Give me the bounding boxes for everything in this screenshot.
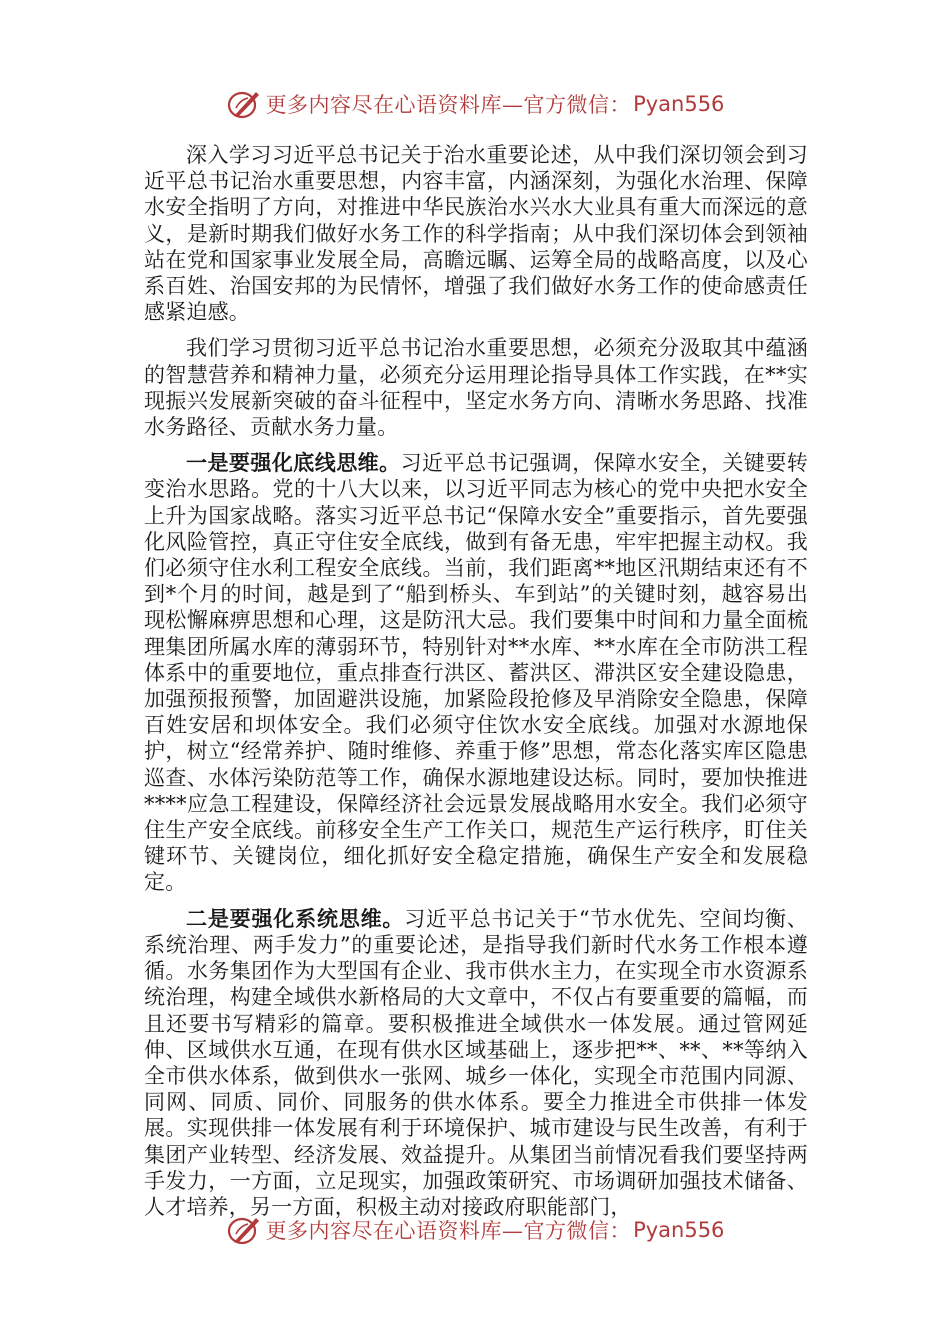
- banner-text: 更多内容尽在心语资料库—官方微信：: [265, 93, 632, 117]
- quill-circle-logo-icon: [226, 86, 264, 122]
- paragraph-text: 深入学习习近平总书记关于治水重要论述，从中我们深切领会到习近平总书记治水重要思想，内容丰富，内涵深刻，为强化水治理、保障水安全指明了方向，对推进中华民族治水兴水大业具有重大而深远的意义，是新时期我们做好水务工作的科学指南；从中我们深切体会到领袖站在党和国家事业发展全局，高瞻远瞩、运筹全局的战略高度，以及心系百姓、治国安邦的为民情怀，增强了我们做好水务工作的使命感责任感紧迫感。: [144, 143, 808, 325]
- paragraph-text: 习近平总书记强调，保障水安全，关键要转变治水思路。党的十八大以来，以习近平同志为核心的党中央把水安全上升为国家战略。落实习近平总书记“保障水安全”重要指示，首先要强化风险管控，真正守住安全底线，做到有备无患，牢牢把握主动权。我们必须守住水利工程安全底线。当前，我们距离**地区汛期结束还有不到*个月的时间，越是到了“船到桥头、车到站”的关键时刻，越容易出现松懈麻痹思想和心理，这是防汛大忌。我们要集中时间和力量全面梳理集团所属水库的薄弱环节，特别针对**水库、**水库在全市防洪工程体系中的重要地位，重点排查行洪区、蓄洪区、滞洪区安全建设隐患，加强预报预警，加固避洪设施，加紧险段抢修及早消除安全隐患，保障百姓安居和坝体安全。我们必须守住饮水安全底线。加强对水源地保护，树立“经常养护、随时维修、养重于修”思想，常态化落实库区隐患巡查、水体污染防范等工作，确保水源地建设达标。同时，要加快推进****应急工程建设，保障经济社会远景发展战略用水安全。我们必须守住生产安全底线。前移安全生产工作关口，规范生产运行秩序，盯住关键环节、关键岗位，细化抓好安全稳定措施，确保生产安全和发展稳定。: [144, 451, 808, 895]
- document-body: [144, 142, 808, 1230]
- paragraph-1: [144, 142, 808, 325]
- paragraph-3: [144, 450, 808, 895]
- paragraph-4: [144, 906, 808, 1220]
- banner-text: 更多内容尽在心语资料库—官方微信：: [265, 1219, 632, 1243]
- paragraph-2: [144, 335, 808, 440]
- header-banner: [0, 84, 950, 124]
- quill-circle-logo-icon: [226, 1212, 264, 1248]
- footer-banner: [0, 1210, 950, 1250]
- paragraph-text: 习近平总书记关于“节水优先、空间均衡、系统治理、两手发力”的重要论述，是指导我们新时代水务工作根本遵循。水务集团作为大型国有企业、我市供水主力，在实现全市水资源系统治理，构建全域供水新格局的大文章中，不仅占有要重要的篇幅，而且还要书写精彩的篇章。要积极推进全域供水一体发展。通过管网延伸、区域供水互通，在现有供水区域基础上，逐步把**、**、**等纳入全市供水体系，做到供水一张网、城乡一体化，实现全市范围内同源、同网、同质、同价、同服务的供水体系。要全力推进全市供排一体发展。实现供排一体发展有利于环境保护、城市建设与民生改善，有利于集团产业转型、经济发展、效益提升。从集团当前情况看我们要坚持两手发力，一方面，立足现实，加强政策研究、市场调研加强技术储备、人才培养，另一方面，积极主动对接政府职能部门，: [144, 906, 808, 1219]
- banner-brand: Pyan556: [633, 1218, 725, 1242]
- paragraph-lead: 二是要强化系统思维。: [186, 905, 405, 931]
- paragraph-text: 我们学习贯彻习近平总书记治水重要思想，必须充分汲取其中蕴涵的智慧营养和精神力量，必须充分运用理论指导具体工作实践，在**实现振兴发展新突破的奋斗征程中，坚定水务方向、清晰水务思路、找准水务路径、贡献水务力量。: [144, 336, 808, 440]
- paragraph-lead: 一是要强化底线思维。: [186, 450, 401, 476]
- banner-brand: Pyan556: [633, 92, 725, 116]
